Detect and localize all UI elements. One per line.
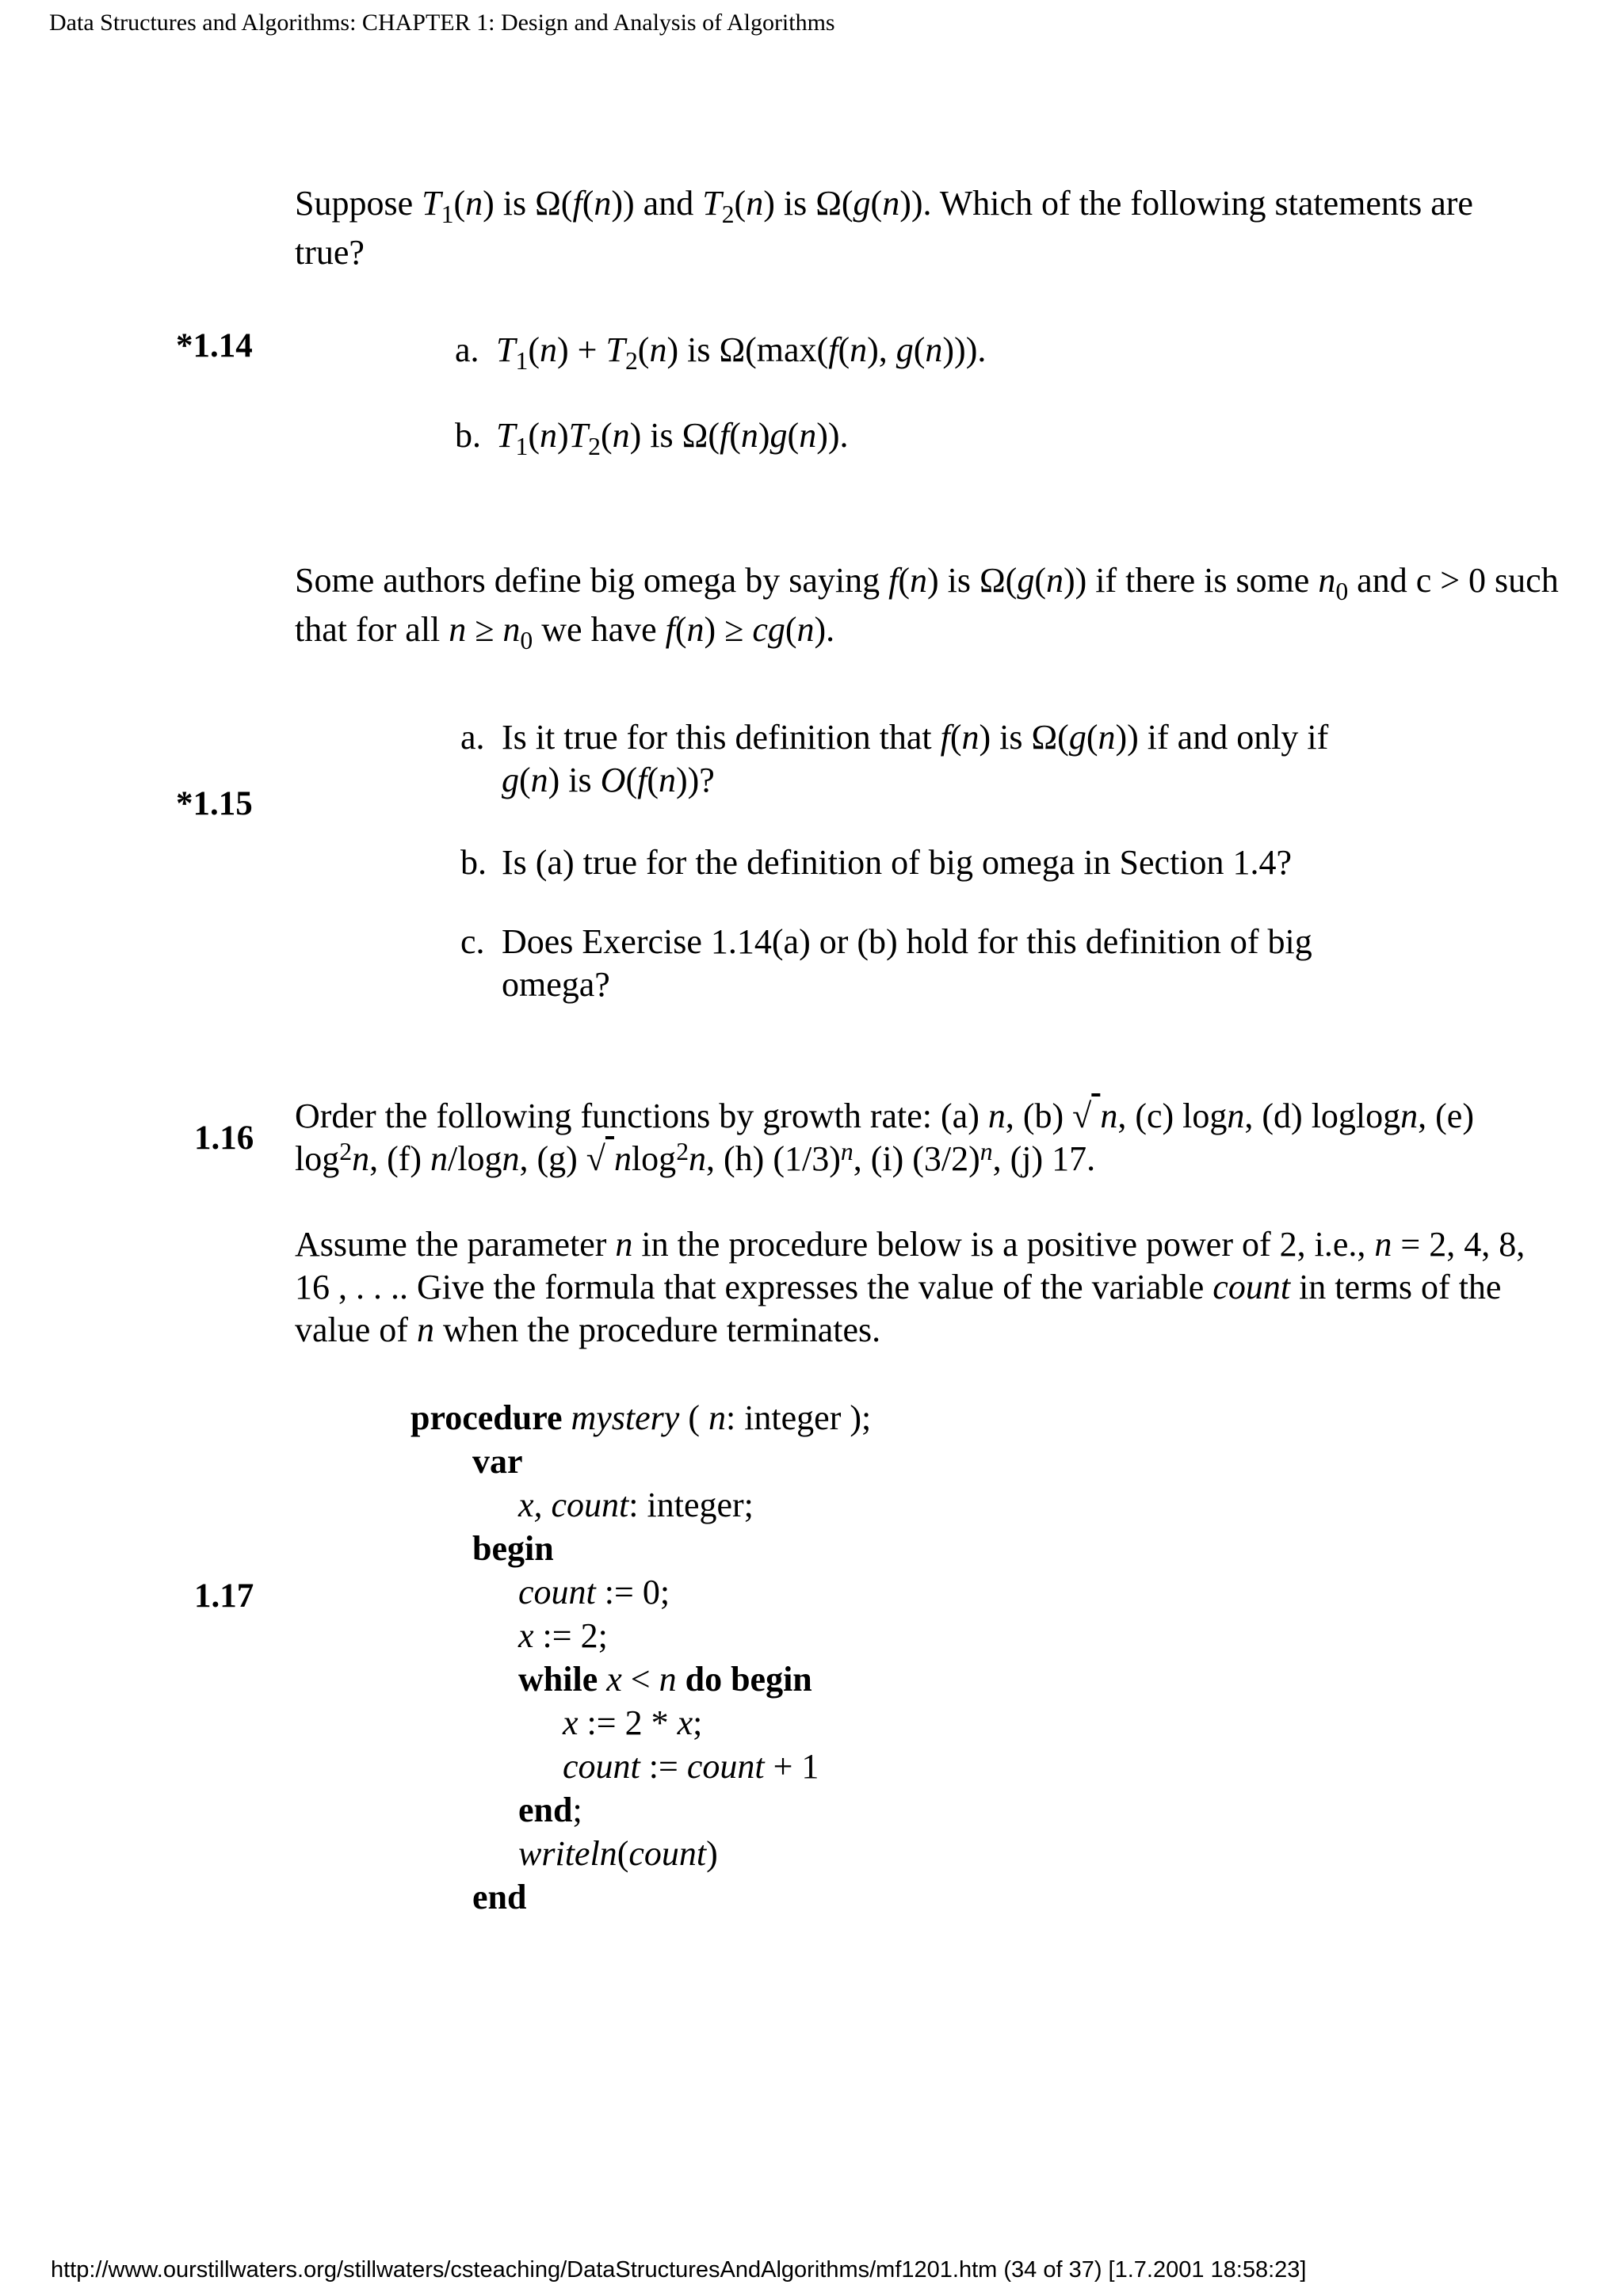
code-line-8: x := 2 * x; [563, 1703, 703, 1742]
x-init: 2; [580, 1616, 608, 1655]
ex14-number: *1.14 [176, 327, 253, 364]
proc-name: mystery [571, 1398, 680, 1437]
ex14-item-a: a. $T_1(n) + T_2(n)$ is Ω(max(f(n), g(n))). [455, 330, 987, 376]
code-line-9: count := count + 1 [563, 1747, 819, 1786]
code-line-4 [472, 1528, 554, 1569]
kw-end-outer: end [472, 1878, 527, 1917]
code-line-10: end; [518, 1791, 582, 1829]
kw-procedure: procedure [411, 1398, 563, 1437]
code-line-12 [472, 1877, 526, 1917]
ex17-number: 1.17 [194, 1577, 254, 1615]
ex15-item-c: c. Does Exercise 1.14(a) or (b) hold for this definition of big omega? [460, 922, 1312, 1004]
ex14-intro-tail: . Which of the following statements are true? [295, 184, 1473, 272]
code-line-6: x := 2; [518, 1616, 608, 1655]
ex16-number: 1.16 [194, 1119, 254, 1157]
ex15-item-a: a. Is it true for this definition that f(n) is Ω(g(n)) if and only if g(n) is O(f(n))? [460, 718, 1329, 799]
kw-var: var [472, 1442, 523, 1481]
ex14-intro: Suppose $T_1(n)$ is Ω(f(n)) and $T_2(n)$ is Ω(g(n)). Which of the following statements are true? [295, 184, 1473, 272]
ex14-item-a-marker: a. [455, 330, 479, 369]
ex15-intro: Some authors define big omega by saying f(n) is Ω(g(n)) if there is some $n_0$ and c > 0 such that for all $n \ge n_0$ we have f(n) ≥ cg(n). [295, 561, 1559, 655]
code-line-7: while x < n do begin [518, 1660, 812, 1699]
increment: 1 [801, 1747, 819, 1786]
code-line-1: procedure mystery ( n: integer ); [411, 1398, 872, 1437]
ex15-item-b-marker: b. [460, 843, 487, 882]
ex14-item-b-marker: b. [455, 416, 481, 455]
ex15-item-b: b. Is (a) true for the definition of big omega in Section 1.4? [502, 841, 1453, 884]
ex17-intro: Assume the parameter n in the procedure below is a positive power of 2, i.e., n = 2, 4, 8, 16 , . . .. Give the formula that expresses the value of the variable count in terms of the value of n when the procedure terminates. [295, 1225, 1526, 1349]
code-line-11: writeln(count) [518, 1834, 718, 1873]
page-footer-url: http://www.ourstillwaters.org/stillwaters/csteaching/DataStructuresAndAlgorithms/mf1201.htm (34 of 37) [1.7.2001 18:58:23] [51, 2257, 1307, 2283]
ex16-constant: 17 [1052, 1139, 1087, 1178]
kw-begin: begin [472, 1529, 554, 1568]
ex15-item-c-marker: c. [460, 922, 485, 961]
code-line-2 [472, 1441, 523, 1482]
ex15-item-a-marker: a. [460, 718, 485, 757]
code-line-3: x, count: integer; [518, 1486, 754, 1524]
ex16-text: Order the following functions by growth rate: (a) n, (b) √ n, (c) logn, (d) loglogn, (e) $\log^2n$, (f) n/logn, (g) √ nlog$^2$n, (h) $(1/3)^n$, (i) $(3/2)^n$, (j) 17. [295, 1097, 1474, 1178]
ex14-item-b: b. $T_1(n)T_2(n)$ is Ω(f(n)g(n)). [455, 416, 849, 461]
kw-while: while [518, 1660, 598, 1699]
page-header: Data Structures and Algorithms: CHAPTER 1: Design and Analysis of Algorithms [49, 10, 835, 36]
count-init: 0; [642, 1573, 670, 1611]
ex15-number: *1.15 [176, 785, 253, 822]
kw-do-begin: do begin [685, 1660, 812, 1699]
code-line-5: count := 0; [518, 1573, 670, 1611]
kw-end-inner: end [518, 1791, 573, 1829]
